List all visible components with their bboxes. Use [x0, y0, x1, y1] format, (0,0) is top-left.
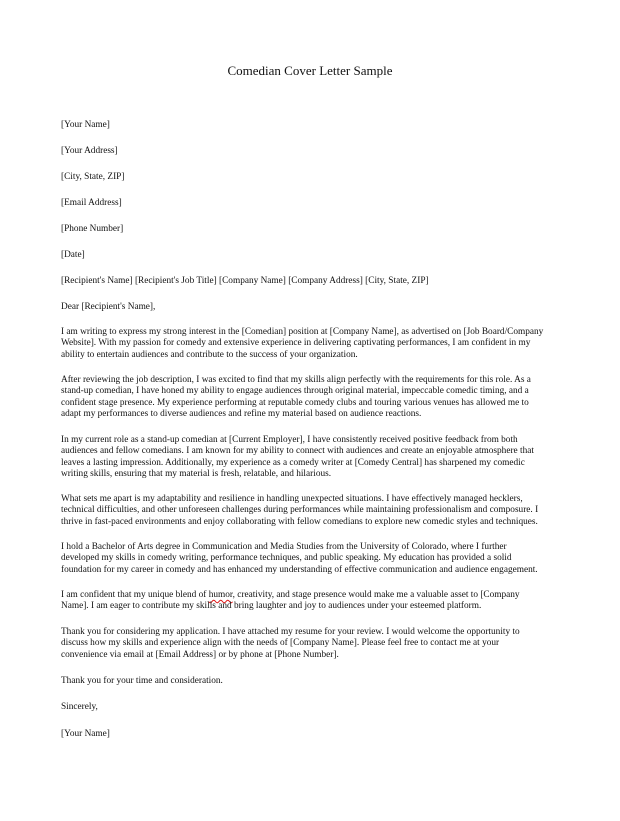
paragraph-confident [61, 590, 561, 613]
spellcheck-flagged-word: humor [208, 590, 233, 600]
paragraph-line: What sets me apart is my adaptability and resilience in handling unexpected situations. I have effectively managed hecklers, [61, 494, 523, 504]
paragraph-line: After reviewing the job description, I was excited to find that my skills align perfectly with the requirements for this role. As a [61, 375, 531, 385]
thanks-line: Thank you for your time and consideration. [61, 676, 223, 686]
paragraph-line: thrive in fast-paced environments and enjoy collaborating with fellow comedians to explore new comedic styles and techniques. [61, 516, 538, 527]
signature: [Your Name] [61, 729, 110, 739]
text-run: I am confident that my unique blend of [61, 590, 209, 600]
paragraph-line: Website]. With my passion for comedy and extensive experience in delivering captivating performances, I am confident in my [61, 338, 531, 349]
paragraph-line: Thank you for considering my application. I have attached my resume for your review. I would welcome the opportunity to [61, 627, 520, 637]
paragraph-line: stand-up comedian, I have honed my ability to engage audiences through original material, impeccable comedic timing, and a [61, 386, 529, 397]
sender-name: [Your Name] [61, 120, 110, 130]
paragraph-line: technical difficulties, and other unforeseen challenges during performances while maintaining professionalism and composure. I [61, 505, 539, 516]
sender-city-state-zip: [City, State, ZIP] [61, 172, 125, 182]
paragraph-current-role [61, 435, 561, 481]
paragraph-line: discuss how my skills and experience align with the needs of [Company Name]. Please feel free to contact me at your [61, 638, 500, 649]
paragraph-line: ability to entertain audiences and contribute to the success of your organization. [61, 349, 358, 360]
paragraph-intro [61, 327, 561, 361]
paragraph-line: In my current role as a stand-up comedian at [Current Employer], I have consistently received positive feedback from both [61, 435, 518, 445]
paragraph-adaptability [61, 494, 561, 528]
recipient-block: [Recipient's Name] [Recipient's Job Title] [Company Name] [Company Address] [City, State, ZIP] [61, 276, 429, 286]
paragraph-line: audiences and fellow comedians. I am known for my ability to connect with audiences and create an enjoyable atmosphere that [61, 446, 534, 457]
paragraph-line: Name]. I am eager to contribute my skills and bring laughter and joy to audiences under your esteemed platform. [61, 601, 482, 612]
paragraph-education [61, 542, 561, 576]
paragraph-skills [61, 375, 561, 421]
paragraph-line: adapt my performances to diverse audiences and refine my material based on audience reactions. [61, 409, 422, 420]
closing: Sincerely, [61, 702, 98, 712]
paragraph-line: foundation for my career in comedy and has enhanced my understanding of effective communication and audience engagement. [61, 564, 538, 575]
paragraph-line: I hold a Bachelor of Arts degree in Communication and Media Studies from the University of Colorado, where I further [61, 542, 507, 552]
sender-email: [Email Address] [61, 198, 122, 208]
sender-phone: [Phone Number] [61, 224, 124, 234]
paragraph-line: confident stage presence. My experience performing at reputable comedy clubs and touring various venues has allowed me to [61, 397, 529, 408]
paragraph-line: developed my skills in comedy writing, performance techniques, and public speaking. My education has provided a solid [61, 553, 512, 564]
paragraph-thank-you [61, 627, 561, 661]
salutation: Dear [Recipient's Name], [61, 302, 156, 312]
paragraph-line: convenience via email at [Email Address] or by phone at [Phone Number]. [61, 649, 339, 660]
paragraph-line: leaves a lasting impression. Additionally, my experience as a comedy writer at [Comedy Central] has sharpened my comedic [61, 457, 525, 468]
paragraph-line: writing skills, ensuring that my material is fresh, relatable, and hilarious. [61, 469, 332, 480]
document-title: Comedian Cover Letter Sample [227, 63, 393, 78]
text-run: , creativity, and stage presence would make me a valuable asset to [Company [232, 590, 520, 600]
sender-address: [Your Address] [61, 146, 118, 156]
paragraph-line: I am writing to express my strong interest in the [Comedian] position at [Company Name], as advertised on [Job Board/Company [61, 327, 544, 337]
paragraph-line [61, 590, 561, 601]
letter-date: [Date] [61, 250, 85, 260]
